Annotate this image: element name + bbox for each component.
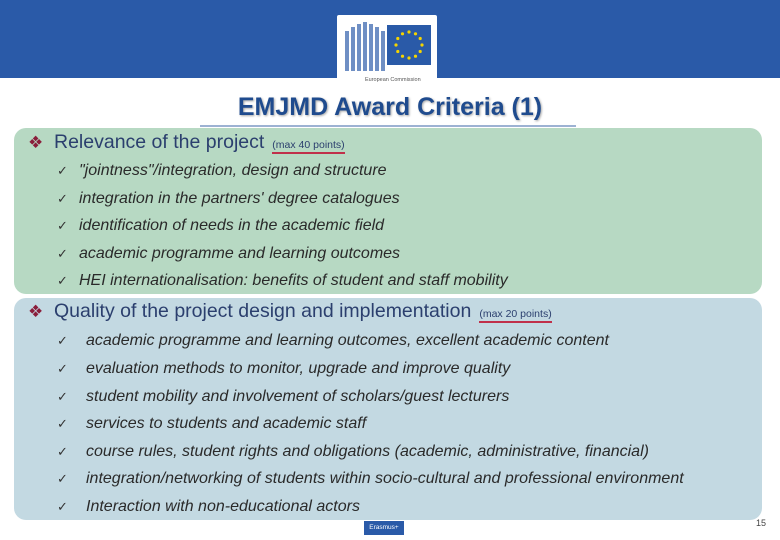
checkmark-icon: ✓ xyxy=(57,218,68,234)
list-item-text: integration/networking of students within socio-cultural and professional environment xyxy=(86,470,684,487)
list-item-text: course rules, student rights and obligations (academic, administrative, financial) xyxy=(86,443,649,460)
checkmark-icon: ✓ xyxy=(57,416,68,432)
list-item xyxy=(57,360,510,378)
list-item xyxy=(57,415,366,433)
checkmark-icon: ✓ xyxy=(57,389,68,405)
list-item-text: services to students and academic staff xyxy=(86,415,367,432)
checkmark-icon: ✓ xyxy=(57,246,68,262)
list-item-text: evaluation methods to monitor, upgrade and improve quality xyxy=(86,360,511,377)
list-item-text: Interaction with non-educational actors xyxy=(86,498,360,515)
diamond-icon: ❖ xyxy=(28,302,44,322)
list-item-text: academic programme and learning outcomes xyxy=(79,245,401,262)
list-item-text: integration in the partners' degree catalogues xyxy=(79,190,400,207)
building-icon xyxy=(345,21,385,73)
points-note: (max 20 points) xyxy=(479,308,552,320)
diamond-icon: ❖ xyxy=(28,133,44,153)
list-item xyxy=(57,162,387,180)
checkmark-icon: ✓ xyxy=(57,361,68,377)
list-item xyxy=(57,245,400,263)
checkmark-icon: ✓ xyxy=(57,163,68,179)
list-item xyxy=(57,470,684,488)
list-item xyxy=(57,498,360,516)
title-underline xyxy=(200,125,576,127)
list-item-text: identification of needs in the academic field xyxy=(79,217,385,234)
heading-text: Relevance of the project xyxy=(54,131,265,153)
checkmark-icon: ✓ xyxy=(57,191,68,207)
section-heading-relevance xyxy=(28,131,345,154)
list-item xyxy=(57,217,384,235)
points-note: (max 40 points) xyxy=(272,139,345,151)
list-item-text: student mobility and involvement of scholars/guest lecturers xyxy=(86,388,510,405)
erasmus-plus-logo: Erasmus+ xyxy=(364,521,404,535)
list-item xyxy=(57,388,509,406)
list-item-text: HEI internationalisation: benefits of student and staff mobility xyxy=(79,272,508,289)
section-heading-quality xyxy=(28,300,552,323)
checkmark-icon: ✓ xyxy=(57,444,68,460)
eu-flag-icon xyxy=(387,25,431,65)
page-title: EMJMD Award Criteria (1) xyxy=(237,93,543,121)
list-item xyxy=(57,272,508,290)
logo-text: European Commission xyxy=(365,77,421,83)
list-item-text: "jointness"/integration, design and structure xyxy=(79,162,387,179)
checkmark-icon: ✓ xyxy=(57,333,68,349)
list-item xyxy=(57,443,649,461)
checkmark-icon: ✓ xyxy=(57,499,68,515)
checkmark-icon: ✓ xyxy=(57,471,68,487)
heading-text: Quality of the project design and implementation xyxy=(54,300,472,322)
checkmark-icon: ✓ xyxy=(57,273,68,289)
page-number: 15 xyxy=(756,518,767,528)
list-item-text: academic programme and learning outcomes, excellent academic content xyxy=(86,332,609,349)
european-commission-logo xyxy=(337,15,437,95)
list-item xyxy=(57,332,609,350)
list-item xyxy=(57,190,400,208)
